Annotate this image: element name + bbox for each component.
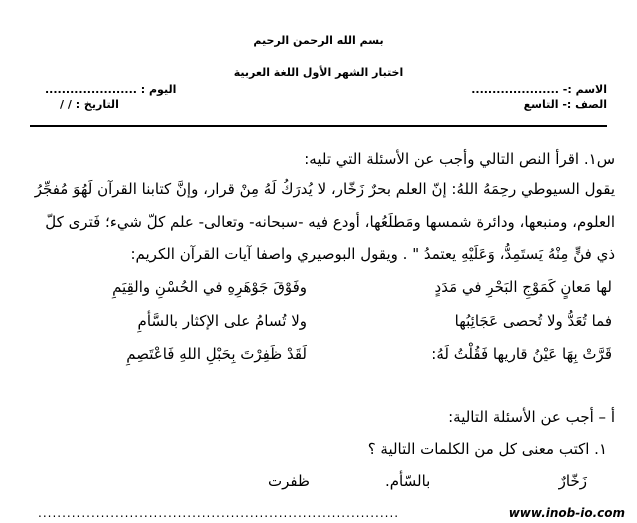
verse-1-second-half: وفَوْقَ جَوْهَرِهِ في الحُسْنِ والقِيَمِ bbox=[112, 278, 307, 296]
paragraph-line-1: يقول السيوطي رحِمَهُ اللهُ: إنّ العلم بحرٌ زَخّار، لا يُدرَكُ لَهُ مِنْ قرار، وإنَّ كتابنا القرآن لَهُوَ مُفجِّرُ bbox=[34, 180, 615, 198]
exam-title: اختبار الشهر الأول اللغة العربية bbox=[233, 66, 404, 79]
section-a-title: أ – أجب عن الأسئلة التالية: bbox=[448, 408, 615, 426]
verse-2-first-half: فما تُعَدُّ ولا تُحصى عَجَائِبُها bbox=[454, 312, 612, 330]
verse-2-second-half: ولا تُسامُ على الإكثار بالسَّأمِ bbox=[137, 312, 307, 330]
question1-title: س١. اقرأ النص التالي وأجب عن الأسئلة التي تليه: bbox=[304, 150, 615, 168]
name-label: الاسم :- ..................... bbox=[471, 83, 607, 96]
verse-1-first-half: لها مَعانٍ كَمَوْجِ البَحْرِ في مَدَدٍ bbox=[434, 278, 612, 296]
word-1: زَخّارٌ bbox=[558, 472, 587, 490]
section-a-question-1: ١. اكتب معنى كل من الكلمات التالية ؟ bbox=[367, 440, 607, 458]
word-2: بالسّأم. bbox=[385, 472, 431, 490]
paragraph-line-2: العلوم، ومنبعها، ودائرة شمسها ومَطلَعُها، أودع فيه -سبحانه- وتعالى- علم كلّ شيء؛ فَترى كلّ bbox=[45, 213, 615, 231]
word-3: ظفرت bbox=[268, 472, 310, 490]
date-label: التاريخ : / / bbox=[60, 98, 119, 111]
basmala: بسم الله الرحمن الرحيم bbox=[253, 34, 384, 47]
verse-3-second-half: لَقَدْ ظَفِرْتَ بِحَبْلِ اللهِ فَاعْتَصِمِ bbox=[126, 345, 307, 363]
day-label: اليوم : ...................... bbox=[45, 83, 177, 96]
header-divider bbox=[30, 125, 607, 127]
answer-dots: ........................................................................... bbox=[38, 506, 400, 520]
paragraph-line-3: ذي فنٍّ مِنْهُ يَستَمِدُّ، وَعَلَيْهِ يعتمدُ " . ويقول البوصيري واصفا آيات القرآن الكريم: bbox=[130, 245, 615, 263]
grade-label: الصف :- التاسع bbox=[523, 98, 607, 111]
verse-3-first-half: قَرَّتْ بِهَا عَيْنُ قاريها فَقُلْتُ لَهُ: bbox=[431, 345, 612, 363]
website-watermark: www.inob-io.com bbox=[508, 506, 625, 520]
